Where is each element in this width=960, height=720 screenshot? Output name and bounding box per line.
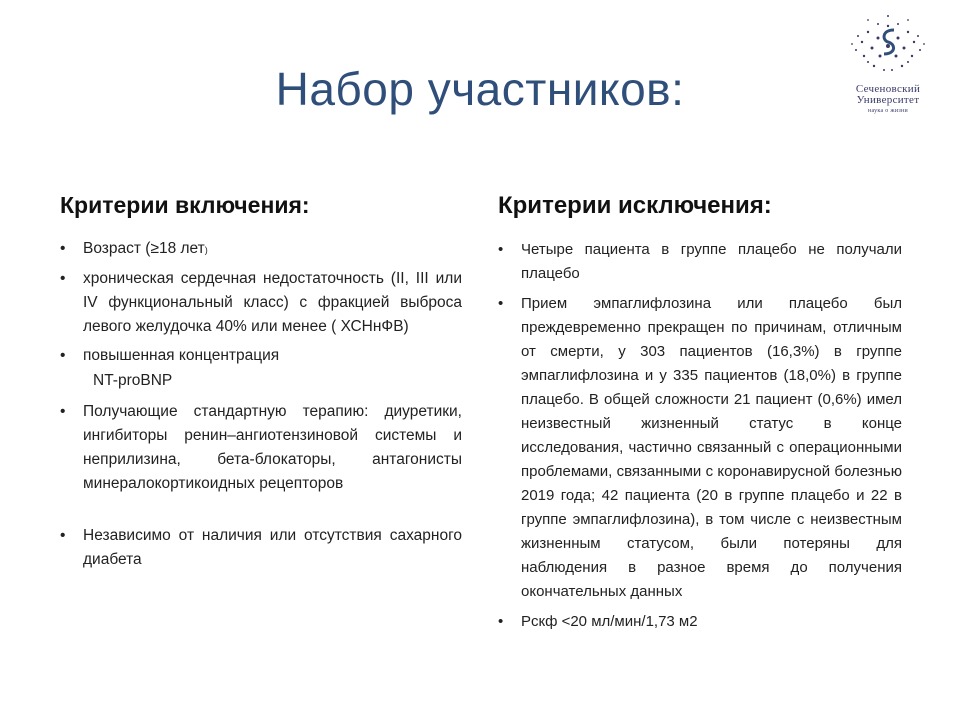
inclusion-item-ntprobnp: NT-proBNP [93,372,173,389]
inclusion-item-diabetes: Независимо от наличия или отсутствия сахарного диабета [83,527,462,568]
list-item [60,400,462,496]
logo-line-3: наука о жизни [867,108,909,114]
logo-text [842,84,934,114]
list-item [60,344,462,368]
list-item [498,610,902,634]
exclusion-list [498,238,902,634]
exclusion-item-placebo: Четыре пациента в группе плацебо не получали плацебо [521,241,902,282]
inclusion-list [60,237,462,572]
bullet-icon: • [60,527,66,544]
bullet-icon: • [498,613,504,630]
exclusion-item-discontinued: Прием эмпаглифлозина или плацебо был преждевременно прекращен по причинам, отличным от смерти, у 303 пациентов (16,3%) в группе эмпаглифлозина и у 335 пациентов (18,0%) в группе плацебо. В общей сложности 21 пациент (0,6%) имел неизвестный жизненный статус в конце исследования, частично связанный с операционными проблемами, связанными с коронавирусной болезнью 2019 года; 42 пациента (20 в группе плацебо и 22 в группе эмпаглифлозина), в том числе с неизвестным жизненным статусом, были потеряны для наблюдения в разное время до получения окончательных данных [521,295,902,600]
list-item [60,267,462,339]
list-item [60,237,462,262]
exclusion-criteria-column [498,192,902,640]
bullet-icon: • [60,347,66,364]
bullet-icon: • [60,403,66,420]
list-item [498,292,902,604]
bullet-icon: • [498,295,504,312]
slide-title: Набор участников: [275,63,685,115]
inclusion-item-hf: хроническая сердечная недостаточность (II, III или IV функциональный класс) с фракцией выброса левого желудочка 40% или менее ( ХСНнФВ) [83,270,462,335]
logo-line-1: Сеченовский [855,83,921,95]
inclusion-criteria-column [60,192,462,577]
bullet-icon: • [60,270,66,287]
inclusion-item-age-suffix: ) [204,245,208,255]
bullet-icon: • [60,240,66,257]
inclusion-heading: Критерии включения: [60,192,310,218]
inclusion-item-age: Возраст (≥18 лет [83,240,205,257]
list-item [60,369,462,393]
bullet-icon: • [498,241,504,258]
inclusion-item-concentration: повышенная концентрация [83,347,280,364]
logo-line-2: Университет [856,94,920,106]
inclusion-item-therapy: Получающие стандартную терапию: диуретики, ингибиторы ренин–ангиотензиновой системы и неприлизина, бета-блокаторы, антагонисты минералокортикоидных рецепторов [83,403,462,492]
list-item [498,238,902,286]
exclusion-heading: Критерии исключения: [498,192,772,219]
list-item [60,524,462,572]
exclusion-item-egfr: Рскф <20 мл/мин/1,73 м2 [521,613,698,630]
